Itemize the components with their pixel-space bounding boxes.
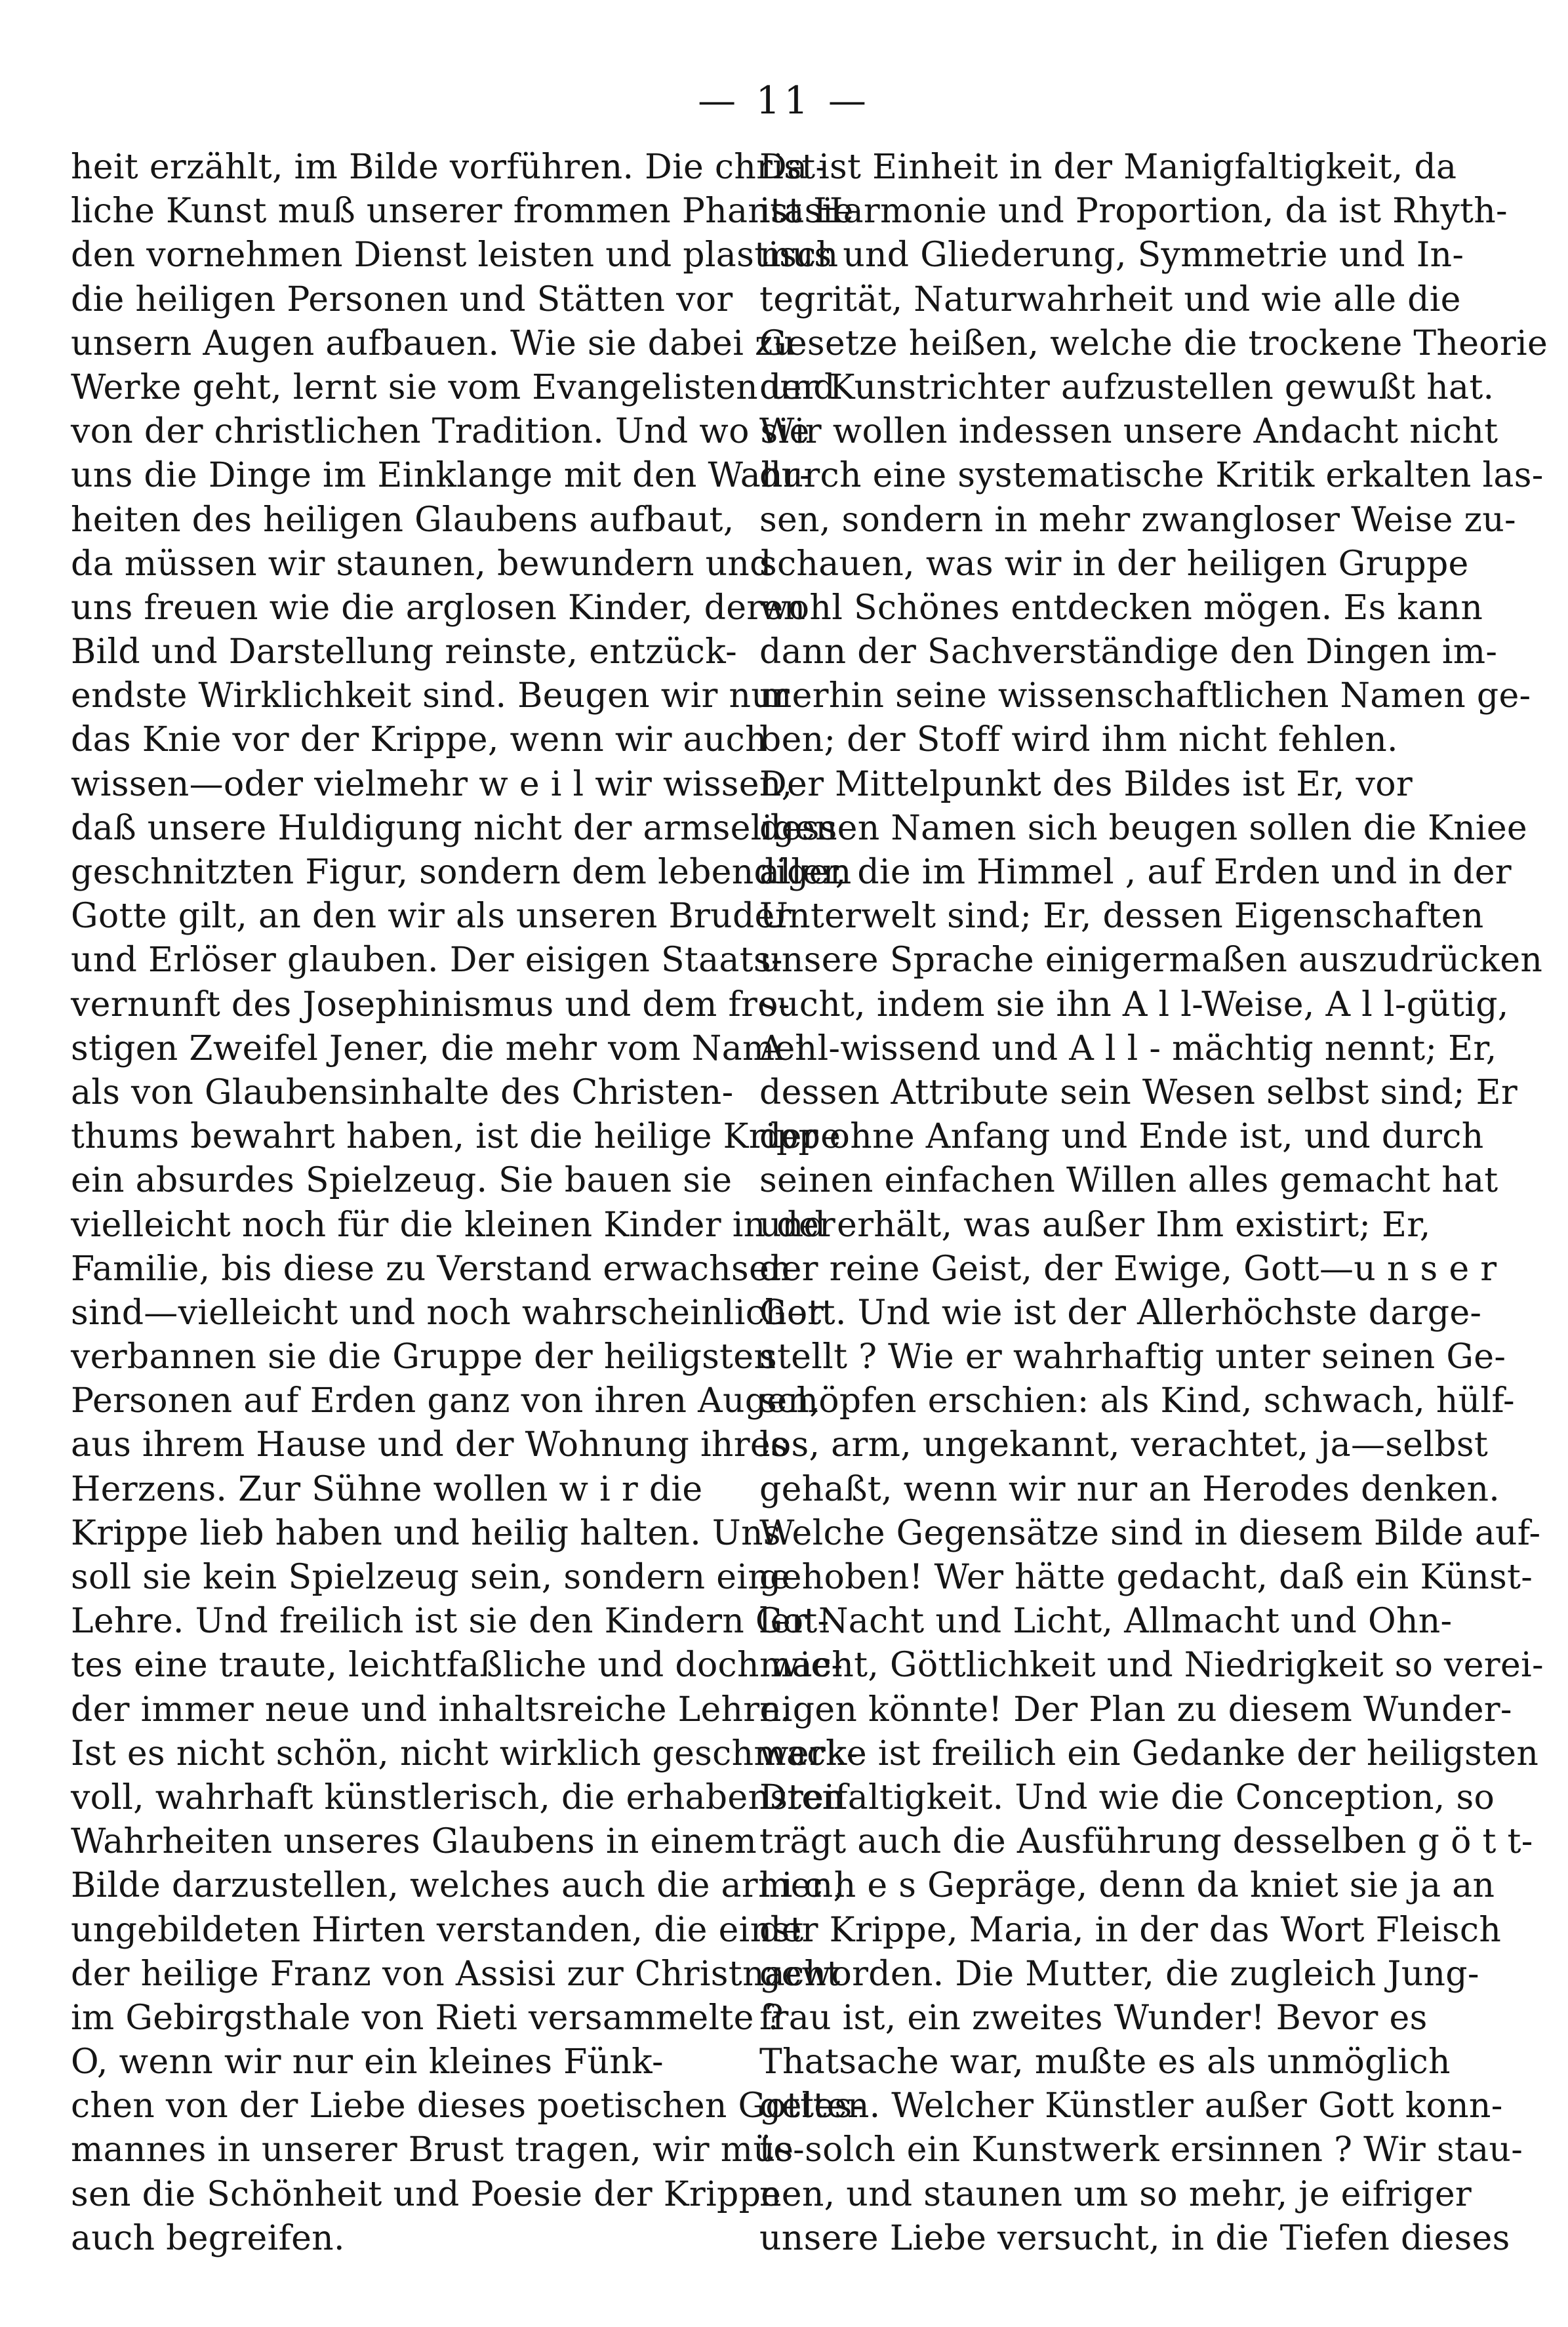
text-line: der heilige Franz von Assisi zur Christnacht — [71, 1954, 841, 1994]
text-line: als von Glaubensinhalte des Christen- — [71, 1072, 734, 1112]
text-line: Ist es nicht schön, nicht wirklich geschmack- — [71, 1733, 858, 1773]
text-line: seinen einfachen Willen alles gemacht hat — [759, 1161, 1498, 1201]
text-line: los, arm, ungekannt, verachtet, ja—selbst — [759, 1425, 1489, 1465]
text-line: Personen auf Erden ganz von ihren Augen, — [71, 1381, 821, 1421]
text-line: auch begreifen. — [71, 2218, 345, 2258]
text-line: Unterwelt sind; Er, dessen Eigenschaften — [759, 897, 1484, 937]
text-line: gehaßt, wenn wir nur an Herodes denken. — [759, 1469, 1500, 1509]
text-line: sen, sondern in mehr zwangloser Weise zu- — [759, 500, 1516, 540]
text-line: Thatsache war, mußte es als unmöglich — [759, 2042, 1451, 2082]
text-line: und Erlöser glauben. Der eisigen Staats- — [71, 941, 783, 981]
text-line: daß unsere Huldigung nicht der armseligen — [71, 808, 837, 848]
text-line: der reine Geist, der Ewige, Gott—u n s e r — [759, 1249, 1497, 1289]
text-line: von der christlichen Tradition. Und wo sie — [71, 412, 810, 452]
text-line: soll sie kein Spielzeug sein, sondern eine — [71, 1558, 791, 1597]
text-line: l i c h e s Gepräge, denn da kniet sie ja an — [759, 1866, 1495, 1906]
text-line: Wahrheiten unseres Glaubens in einem — [71, 1822, 757, 1862]
text-line: vielleicht noch für die kleinen Kinder in der — [71, 1205, 836, 1245]
text-line: geworden. Die Mutter, die zugleich Jung- — [759, 1954, 1479, 1994]
text-line: trägt auch die Ausführung desselben g ö t t- — [759, 1822, 1533, 1862]
text-line: Werke geht, lernt sie vom Evangelisten und — [71, 367, 835, 407]
text-line: der ohne Anfang und Ende ist, und durch — [759, 1117, 1484, 1157]
text-line: endste Wirklichkeit sind. Beugen wir nur — [71, 676, 790, 716]
text-line: uns freuen wie die arglosen Kinder, deren — [71, 588, 806, 628]
text-line: der Kunstrichter aufzustellen gewußt hat. — [759, 367, 1495, 407]
text-line: die heiligen Personen und Stätten vor — [71, 279, 733, 319]
text-line: unsere Sprache einigermaßen auszudrücken — [759, 941, 1543, 981]
text-line: Dreifaltigkeit. Und wie die Conception, so — [759, 1777, 1495, 1817]
text-line: merhin seine wissenschaftlichen Namen ge- — [759, 676, 1531, 716]
text-line: te solch ein Kunstwerk ersinnen ? Wir stau- — [759, 2130, 1523, 2170]
text-line: und erhält, was außer Ihm existirt; Er, — [759, 1205, 1431, 1245]
text-line: Bilde darzustellen, welches auch die armen, — [71, 1866, 845, 1906]
text-line: dann der Sachverständige den Dingen im- — [759, 632, 1498, 672]
text-line: heiten des heiligen Glaubens aufbaut, — [71, 500, 734, 540]
text-line: Da ist Einheit in der Manigfaltigkeit, da — [759, 148, 1457, 187]
text-line: durch eine systematische Kritik erkalten las- — [759, 456, 1544, 496]
text-line: da müssen wir staunen, bewundern und — [71, 544, 772, 584]
text-line: ler Nacht und Licht, Allmacht und Ohn- — [759, 1602, 1453, 1642]
text-line: thums bewahrt haben, ist die heilige Krippe — [71, 1117, 841, 1157]
text-line: uns die Dinge im Einklange mit den Wahr- — [71, 456, 811, 496]
text-line: wissen—oder vielmehr w e i l wir wissen, — [71, 764, 793, 804]
text-line: mus und Gliederung, Symmetrie und In- — [759, 235, 1464, 275]
text-line: im Gebirgsthale von Rieti versammelte ? — [71, 1998, 784, 2038]
text-line: wohl Schönes entdecken mögen. Es kann — [759, 588, 1483, 628]
text-line: ungebildeten Hirten verstanden, die einst — [71, 1910, 804, 1950]
text-line: Familie, bis diese zu Verstand erwachsen — [71, 1249, 792, 1289]
text-line: vernunft des Josephinismus und dem fro- — [71, 984, 790, 1024]
text-line: das Knie vor der Krippe, wenn wir auch — [71, 720, 767, 760]
text-line: chen von der Liebe dieses poetischen Gottes- — [71, 2086, 864, 2126]
text-line: tes eine traute, leichtfaßliche und doch wie- — [71, 1646, 843, 1686]
text-line: frau ist, ein zweites Wunder! Bevor es — [759, 1998, 1428, 2038]
text-line: mannes in unserer Brust tragen, wir müs- — [71, 2130, 805, 2170]
text-line: Lehre. Und freilich ist sie den Kindern Got- — [71, 1602, 830, 1642]
page-number: — 11 — — [698, 78, 870, 123]
text-line: tegrität, Naturwahrheit und wie alle die — [759, 279, 1461, 319]
text-line: dessen Namen sich beugen sollen die Kniee — [759, 808, 1528, 848]
text-line: liche Kunst muß unserer frommen Phantasie — [71, 192, 854, 232]
text-line: Welche Gegensätze sind in diesem Bilde auf- — [759, 1513, 1541, 1553]
text-line: Der Mittelpunkt des Bildes ist Er, vor — [759, 764, 1413, 804]
text-line: den vornehmen Dienst leisten und plastisch — [71, 235, 839, 275]
text-line: A l l-wissend und A l l - mächtig nennt; Er, — [759, 1028, 1497, 1068]
text-line: sen die Schönheit und Poesie der Krippe — [71, 2174, 782, 2214]
text-line: heit erzählt, im Bilde vorführen. Die christ- — [71, 148, 828, 187]
text-line: macht, Göttlichkeit und Niedrigkeit so verei- — [759, 1646, 1544, 1686]
text-line: nen, und staunen um so mehr, je eifriger — [759, 2174, 1472, 2214]
text-line: gelten. Welcher Künstler außer Gott konn- — [759, 2086, 1503, 2126]
text-line: schöpfen erschien: als Kind, schwach, hülf- — [759, 1381, 1515, 1421]
text-line: der immer neue und inhaltsreiche Lehre. — [71, 1690, 792, 1730]
text-line: O, wenn wir nur ein kleines Fünk- — [71, 2042, 664, 2082]
text-line: Krippe lieb haben und heilig halten. Uns — [71, 1513, 781, 1553]
text-line: voll, wahrhaft künstlerisch, die erhabensten — [71, 1777, 845, 1817]
text-line: werke ist freilich ein Gedanke der heiligsten — [759, 1733, 1539, 1773]
text-line: unsern Augen aufbauen. Wie sie dabei zu — [71, 323, 795, 363]
text-line: nigen könnte! Der Plan zu diesem Wunder- — [759, 1690, 1512, 1730]
text-line: gehoben! Wer hätte gedacht, daß ein Künst- — [759, 1558, 1533, 1597]
text-line: Gott. Und wie ist der Allerhöchste darge- — [759, 1293, 1482, 1333]
text-line: sind—vielleicht und noch wahrscheinlicher — [71, 1293, 824, 1333]
text-line: Gotte gilt, an den wir als unseren Bruder — [71, 897, 792, 937]
text-line: schauen, was wir in der heiligen Gruppe — [759, 544, 1469, 584]
text-line: Wir wollen indessen unsere Andacht nicht — [759, 412, 1498, 452]
text-line: aus ihrem Hause und der Wohnung ihres — [71, 1425, 788, 1465]
text-line: aller, die im Himmel , auf Erden und in der — [759, 853, 1512, 892]
text-line: ist Harmonie und Proportion, da ist Rhyth- — [759, 192, 1508, 232]
text-line: unsere Liebe versucht, in die Tiefen dieses — [759, 2218, 1510, 2258]
text-line: ben; der Stoff wird ihm nicht fehlen. — [759, 720, 1398, 760]
text-line: geschnitzten Figur, sondern dem lebendigen — [71, 853, 852, 892]
text-line: Bild und Darstellung reinste, entzück- — [71, 632, 737, 672]
text-line: sucht, indem sie ihn A l l-Weise, A l l-gütig, — [759, 984, 1509, 1024]
text-line: Herzens. Zur Sühne wollen w i r die — [71, 1469, 703, 1509]
text-line: der Krippe, Maria, in der das Wort Fleisch — [759, 1910, 1502, 1950]
text-line: verbannen sie die Gruppe der heiligsten — [71, 1337, 776, 1377]
text-line: ein absurdes Spielzeug. Sie bauen sie — [71, 1161, 733, 1201]
text-line: stellt ? Wie er wahrhaftig unter seinen Ge- — [759, 1337, 1506, 1377]
text-line: Gesetze heißen, welche die trockene Theorie — [759, 323, 1548, 363]
right-column — [759, 146, 1548, 2261]
text-line: stigen Zweifel Jener, die mehr vom Namen — [71, 1028, 818, 1068]
left-column — [71, 146, 864, 2261]
text-line: dessen Attribute sein Wesen selbst sind; Er — [759, 1072, 1518, 1112]
